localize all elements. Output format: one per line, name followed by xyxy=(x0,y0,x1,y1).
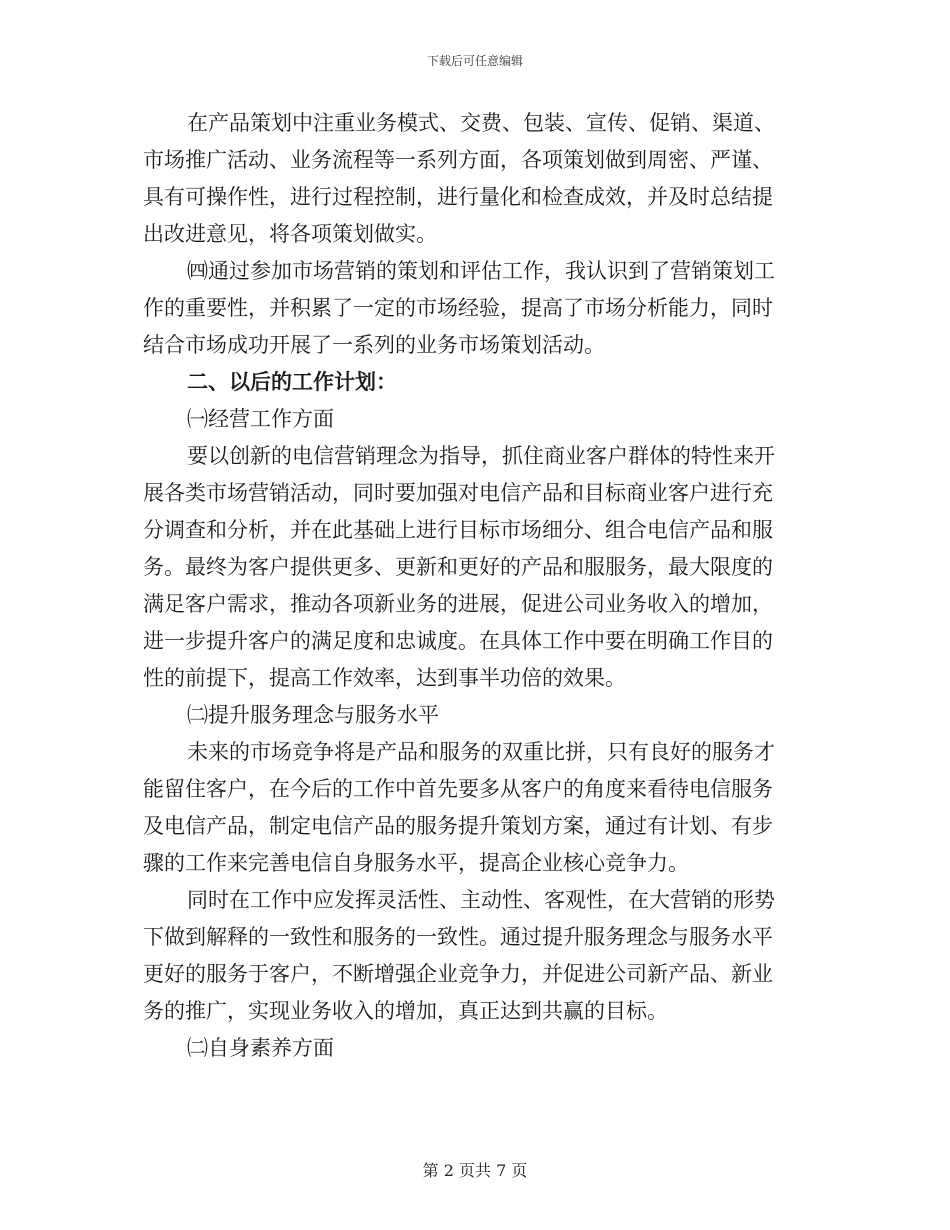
text-line: 在产品策划中注重业务模式、交费、包装、宣传、促销、渠道、 xyxy=(187,111,775,135)
text-line: 能留住客户，在今后的工作中首先要多从客户的角度来看待电信服务 xyxy=(143,777,773,801)
subheading-self-cultivation: ㈡自身素养方面 xyxy=(187,1036,334,1060)
text-line: 进一步提升客户的满足度和忠诚度。在具体工作中要在明确工作目的 xyxy=(143,629,773,653)
text-line: 展各类市场营销活动，同时要加强对电信产品和目标商业客户进行充 xyxy=(143,481,773,505)
text-line: 下做到解释的一致性和服务的一致性。通过提升服务理念与服务水平 xyxy=(143,925,773,949)
text-line: 作的重要性，并积累了一定的市场经验，提高了市场分析能力，同时 xyxy=(143,296,773,320)
text-line: 具有可操作性，进行过程控制，进行量化和检查成效，并及时总结提 xyxy=(143,185,773,209)
text-line: 市场推广活动、业务流程等一系列方面，各项策划做到周密、严谨、 xyxy=(143,148,773,172)
subheading-operations: ㈠经营工作方面 xyxy=(187,407,334,431)
subheading-service-improvement: ㈡提升服务理念与服务水平 xyxy=(187,703,439,727)
text-line: 务。最终为客户提供更多、更新和更好的产品和服服务，最大限度的 xyxy=(143,555,773,579)
text-line: 务的推广，实现业务收入的增加，真正达到共赢的目标。 xyxy=(143,999,668,1023)
text-line: 要以创新的电信营销理念为指导，抓住商业客户群体的特性来开 xyxy=(187,444,775,468)
text-line: ㈣通过参加市场营销的策划和评估工作，我认识到了营销策划工 xyxy=(187,259,775,283)
text-line: 未来的市场竞争将是产品和服务的双重比拼，只有良好的服务才 xyxy=(187,740,775,764)
page-header-note: 下载后可任意编辑 xyxy=(426,54,523,68)
text-line: 出改进意见，将各项策划做实。 xyxy=(143,222,437,246)
paragraph-product-planning xyxy=(143,105,808,253)
paragraph-marketing-evaluation xyxy=(143,253,808,364)
text-line: 性的前提下，提高工作效率，达到事半功倍的效果。 xyxy=(143,666,626,690)
text-line: 满足客户需求，推动各项新业务的进展，促进公司业务收入的增加， xyxy=(143,592,773,616)
text-line: 及电信产品，制定电信产品的服务提升策划方案，通过有计划、有步 xyxy=(143,814,773,838)
paragraph-flexibility xyxy=(143,882,808,1030)
text-line: 结合市场成功开展了一系列的业务市场策划活动。 xyxy=(143,333,605,357)
text-line: 骤的工作来完善电信自身服务水平，提高企业核心竞争力。 xyxy=(143,851,689,875)
text-line: 分调查和分析，并在此基础上进行目标市场细分、组合电信产品和服 xyxy=(143,518,773,542)
text-line: 同时在工作中应发挥灵活性、主动性、客观性，在大营销的形势 xyxy=(187,888,775,912)
page-number: 第 2 页共 7 页 xyxy=(422,1161,528,1180)
paragraph-operations xyxy=(143,438,808,697)
section-heading-work-plan: 二、以后的工作计划： xyxy=(187,370,397,394)
paragraph-competition xyxy=(143,734,808,882)
document-body xyxy=(143,105,808,1067)
text-line: 更好的服务于客户，不断增强企业竞争力，并促进公司新产品、新业 xyxy=(143,962,773,986)
